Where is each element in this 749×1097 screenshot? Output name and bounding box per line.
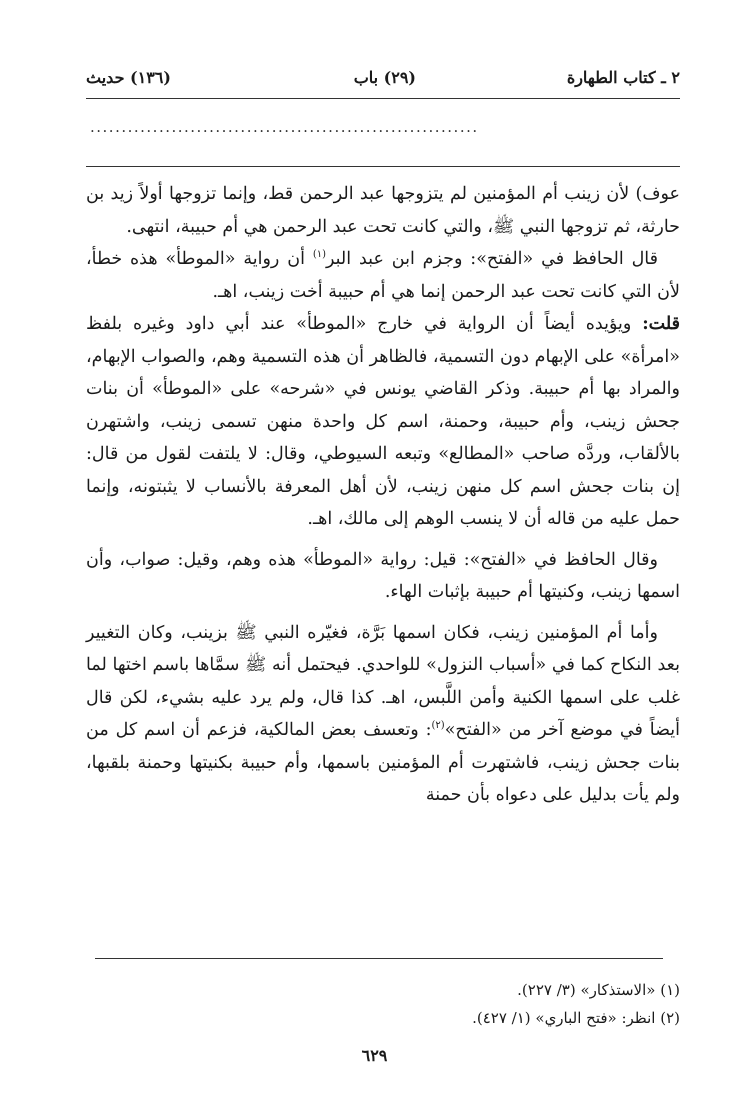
footnote-1: (١) «الاستذكار» (٣/ ٢٢٧). (517, 981, 680, 999)
paragraph-zaynab-a: وأما أم المؤمنين زينب، فكان اسمها بَرَّة، فغيّره النبي ﷺ بزينب، وكان التغيير بعد النكاح كما في «أسباب النزول» للواحدي. فيحتمل أنه ﷺ سمَّاها باسم اختها لما غلب على اسمها الكنية وأمن اللَّبس، اهـ. كذا قال، ولم يرد عليه بشيء، لكن قال أيضاً في موضع آخر من «الفتح» (86, 622, 680, 740)
paragraph-qultu (86, 308, 680, 536)
page-number: ٦٢٩ (361, 1046, 388, 1065)
paragraph-fath-quote-a: قال الحافظ في «الفتح»: وجزم ابن عبد البر (326, 249, 658, 269)
header-section: (٢٩) باب (353, 68, 416, 87)
footnotes (86, 976, 680, 1032)
header-chapter: ٢ ـ كتاب الطهارة (566, 68, 680, 87)
paragraph-qultu-text: ويؤيده أيضاً أن الرواية في خارج «الموطأ» عند أبي داود وغيره بلفظ «امرأة» على الإبهام دون التسمية، فالظاهر أن هذه التسمية وهم، والصواب الإبهام، والمراد بها أم حبيبة. وذكر القاضي يونس في «شرحه» على «الموطأ» أن بنات جحش زينب، وأم حبيبة، وحمنة، اسم كل واحدة منهن تسمى زينب، واشتهرن بالألقاب، وردَّه صاحب «المطالع» وتبعه السيوطي، وقال: لا يلتفت لقول من قال: إن بنات جحش اسم كل منهن زينب، لأن أهل المعرفة بالأنساب لا يثبتونه، وإنما حمل عليه من قاله أن لا ينسب الوهم إلى مالك، اهـ. (86, 314, 680, 529)
header-hadith-number: (١٣٦) حديث (86, 68, 171, 87)
paragraph-fath-quote (86, 243, 680, 308)
footnote-ref-1: (١) (312, 249, 326, 261)
footnote-rule (95, 958, 663, 959)
paragraph-hafiz: وقال الحافظ في «الفتح»: قيل: رواية «الموطأ» هذه وهم، وقيل: صواب، وأن اسمها زينب، وكنيتها أم حبيبة بإثبات الهاء. (86, 549, 680, 602)
footnote-ref-2: (٢) (431, 720, 445, 732)
ellipsis-separator: .............................................................. (90, 118, 479, 136)
paragraph-continuation: عوف) لأن زينب أم المؤمنين لم يتزوجها عبد الرحمن قط، وإنما تزوجها أولاً زيد بن حارثة، ثم تزوجها النبي ﷺ، والتي كانت تحت عبد الرحمن هي أم حبيبة، انتهى. (86, 184, 680, 237)
paragraph-zaynab-b: : وتعسف بعض المالكية، فزعم أن اسم كل من بنات جحش زينب، فاشتهرت أم المؤمنين باسمها، وأم حبيبة بكنيتها وحمنة بلقبها، ولم يأت بدليل على دعواه بأن حمنة (86, 720, 680, 805)
paragraph-zaynab (86, 617, 680, 812)
paragraph-fath-quote-b: أن رواية «الموطأ» هذه خطأ، لأن التي كانت تحت عبد الرحمن إنما هي أم حبيبة أخت زينب، اهـ. (86, 249, 680, 302)
main-text (86, 178, 680, 812)
qultu-keyword: قلت: (642, 314, 680, 334)
running-header (86, 64, 680, 94)
header-rule (86, 98, 680, 99)
content-top-rule (86, 166, 680, 167)
footnote-2: (٢) انظر: «فتح الباري» (١/ ٤٢٧). (472, 1009, 680, 1027)
